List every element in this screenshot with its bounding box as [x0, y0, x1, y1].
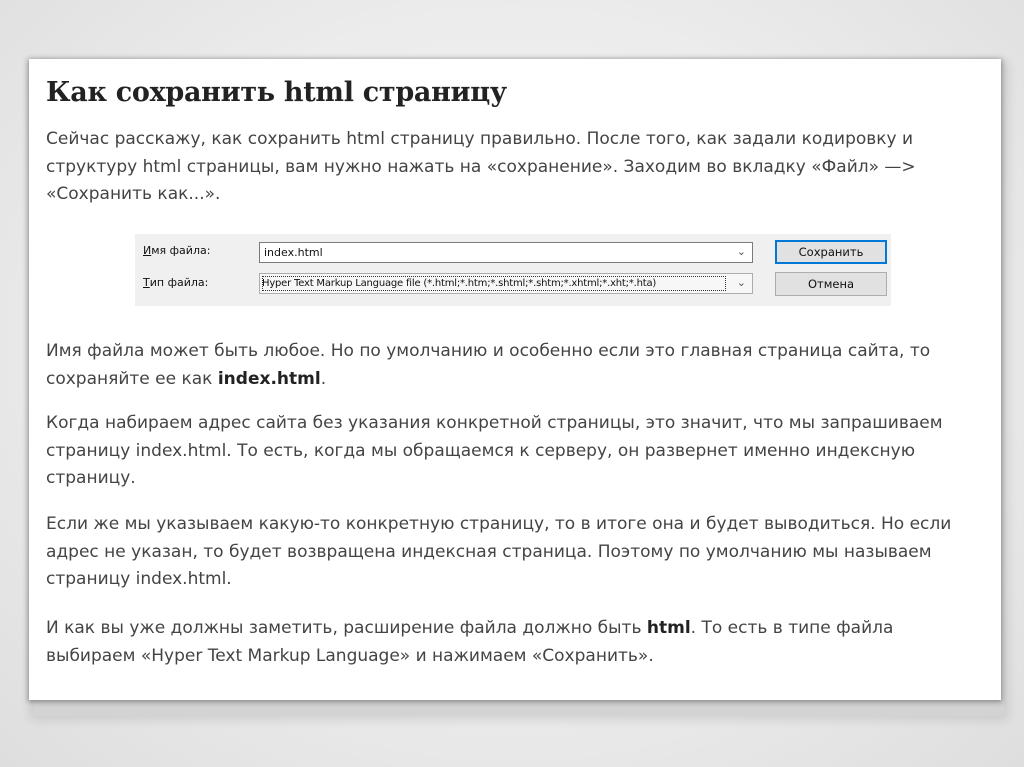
article-card [29, 59, 1001, 700]
filetype-value: Hyper Text Markup Language file (*.html;*.htm;*.shtml;*.shtm;*.xhtml;*.xht;*.hta) [262, 278, 657, 289]
filename-label-text: мя файла: [151, 244, 211, 257]
filename-value: index.html [264, 246, 323, 259]
save-button[interactable]: Сохранить [775, 240, 887, 264]
filetype-label [143, 276, 208, 289]
paragraph-filename [46, 338, 986, 393]
chevron-down-icon[interactable]: ⌄ [736, 245, 746, 258]
filename-label-accel: И [143, 244, 152, 257]
paragraph-index-request: Когда набираем адрес сайта без указания конкретной страницы, это значит, что мы запрашиваем страницу index.html. То есть, когда мы обращаемся к серверу, он развернет именно индексную страницу. [46, 413, 943, 488]
save-dialog-fragment [135, 234, 891, 306]
filetype-label-accel: Т [143, 276, 150, 289]
paragraph-filename-end: . [320, 368, 327, 389]
chevron-down-icon[interactable]: ⌄ [736, 276, 746, 289]
paragraph-filename-text: Имя файла может быть любое. Но по умолчанию и особенно если это главная страница сайта, то сохраняйте ее как [46, 341, 931, 389]
article-title: Как сохранить html страницу [46, 77, 507, 108]
paragraph-extension-end: . То есть в типе файла выбираем «Hyper Text Markup Language» и нажимаем «Сохранить». [46, 618, 894, 666]
cancel-button[interactable]: Отмена [775, 272, 887, 296]
filetype-select[interactable] [259, 273, 753, 294]
paragraph-intro: Сейчас расскажу, как сохранить html страницу правильно. После того, как задали кодировку и структуру html страницы, вам нужно нажать на «сохранение». Заходим во вкладку «Файл» —> «Сохранить как...». [46, 129, 916, 204]
filetype-label-text: ип файла: [149, 276, 209, 289]
paragraph-extension-text: И как вы уже должны заметить, расширение файла должно быть [46, 618, 647, 638]
paragraph-specific-page: Если же мы указываем какую-то конкретную страницу, то в итоге она и будет выводиться. Но если адрес не указан, то будет возвращена индексная страница. Поэтому по умолчанию мы называем страницу index.html. [46, 514, 952, 589]
filename-label [143, 244, 210, 257]
paragraph-extension-bold: html [646, 618, 691, 638]
filename-input[interactable] [259, 242, 753, 263]
paragraph-filename-bold: index.html [217, 368, 321, 389]
paragraph-extension [46, 615, 986, 670]
